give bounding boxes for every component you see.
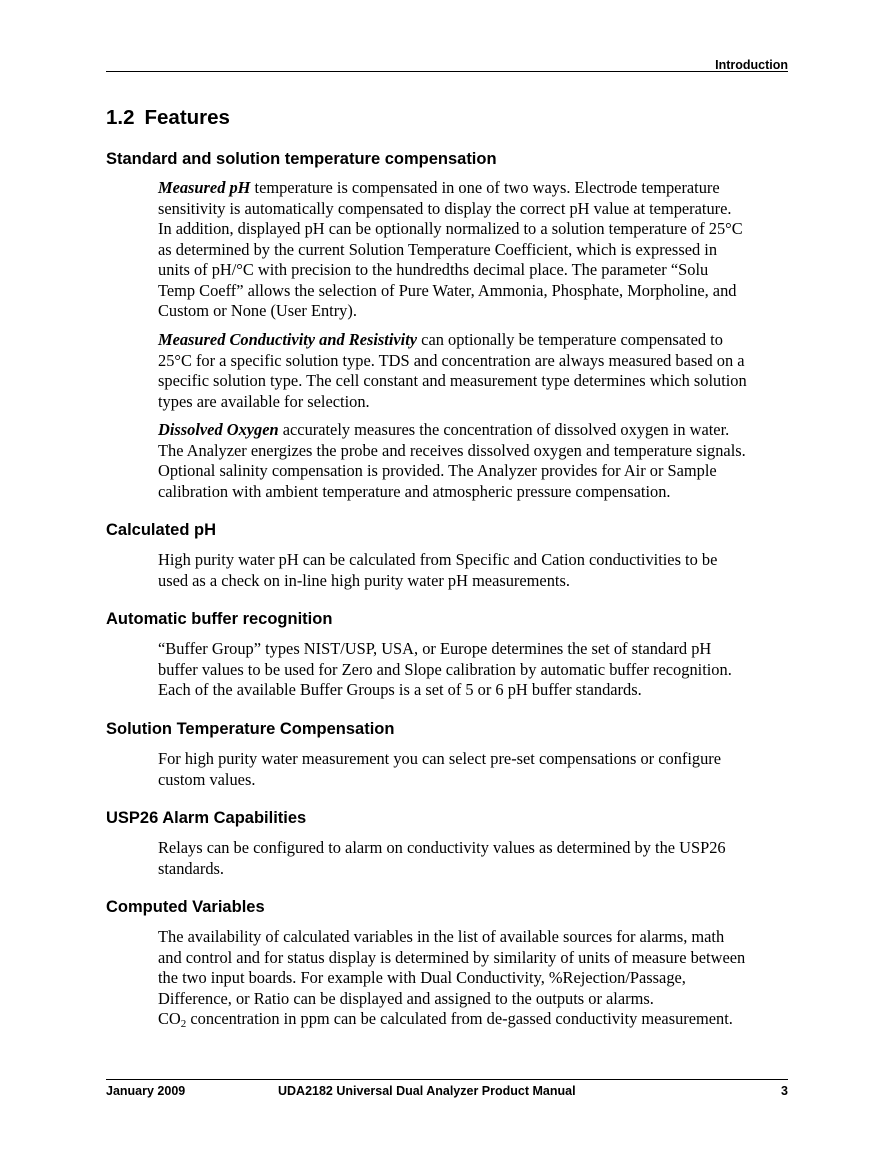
footer-date: January 2009 (106, 1084, 186, 1098)
text-line: Custom or None (User Entry). (158, 301, 357, 320)
footer-manual-title: UDA2182 Universal Dual Analyzer Product Manual (278, 1084, 576, 1098)
text-line: 25°C for a specific solution type. TDS and concentration are always measured based on a (158, 350, 745, 370)
text-line: Relays can be configured to alarm on conductivity values as determined by the USP26 (158, 838, 726, 857)
text-line: Dissolved Oxygen accurately measures the concentration of dissolved oxygen in water. (158, 420, 730, 439)
lead-term: Dissolved Oxygen (158, 420, 279, 439)
text-line: High purity water pH can be calculated from Specific and Cation conductivities to be (158, 550, 718, 569)
paragraph-solution-temp-compensation (158, 749, 792, 790)
text-line: For high purity water measurement you can select pre-set compensations or configure (158, 749, 722, 768)
paragraph-computed-variables (158, 927, 792, 1030)
paragraph-dissolved-oxygen (158, 420, 792, 502)
text-line: buffer values to be used for Zero and Slope calibration by automatic buffer recognition. (158, 659, 732, 679)
subsection-heading-solution-temp-compensation: Solution Temperature Compensation (106, 720, 395, 738)
text-line: Optional salinity compensation is provided. The Analyzer provides for Air or Sample (158, 461, 717, 480)
text-line: the two input boards. For example with Dual Conductivity, %Rejection/Passage, (158, 968, 686, 987)
text-line: Difference, or Ratio can be displayed and assigned to the outputs or alarms. (158, 988, 654, 1008)
footer-divider (106, 1079, 788, 1080)
co2-text-line: $CO_2$ concentration in ppm can be calculated from de-gassed conductivity measurement. (158, 1009, 733, 1030)
running-header: Introduction (715, 58, 788, 72)
text-line: types are available for selection. (158, 391, 370, 411)
text-line: specific solution type. The cell constant and measurement type determines which solution (158, 371, 747, 390)
text-line: units of pH/°C with precision to the hundredths decimal place. The parameter “Solu (158, 260, 709, 279)
text-line: Each of the available Buffer Groups is a set of 5 or 6 pH buffer standards. (158, 680, 642, 699)
lead-term: Measured pH (158, 178, 251, 197)
text-line: “Buffer Group” types NIST/USP, USA, or Europe determines the set of standard pH (158, 639, 712, 658)
text-line: Measured pH temperature is compensated in one of two ways. Electrode temperature (158, 178, 720, 197)
text-line: used as a check on in-line high purity water pH measurements. (158, 570, 570, 590)
paragraph-measured-ph (158, 178, 792, 322)
text-line: In addition, displayed pH can be optionally normalized to a solution temperature of 25°C (158, 219, 743, 238)
paragraph-measured-conductivity (158, 330, 792, 412)
subsection-heading-calculated-ph: Calculated pH (106, 521, 217, 539)
header-divider (106, 71, 788, 72)
paragraph-usp26-alarm (158, 838, 792, 879)
subsection-heading-temperature-compensation: Standard and solution temperature compensation (106, 150, 497, 168)
text-line: The Analyzer energizes the probe and receives dissolved oxygen and temperature signals. (158, 440, 746, 460)
text-line: sensitivity is automatically compensated to display the correct pH value at temperature. (158, 198, 732, 218)
text-line: and control and for status display is determined by similarity of units of measure between (158, 947, 746, 967)
text-line: The availability of calculated variables in the list of available sources for alarms, math (158, 927, 725, 946)
paragraph-buffer-recognition (158, 639, 792, 701)
text-line: standards. (158, 858, 225, 878)
text-line: as determined by the current Solution Temperature Coefficient, which is expressed in (158, 239, 718, 259)
text-line: Temp Coeff” allows the selection of Pure Water, Ammonia, Phosphate, Morpholine, and (158, 280, 737, 300)
text-line: calibration with ambient temperature and atmospheric pressure compensation. (158, 481, 671, 501)
paragraph-calculated-ph (158, 550, 792, 591)
text-line: Measured Conductivity and Resistivity can optionally be temperature compensated to (158, 330, 723, 349)
section-title (106, 106, 230, 130)
subsection-heading-usp26-alarm: USP26 Alarm Capabilities (106, 809, 307, 827)
co2-subscript: 2 (180, 1018, 187, 1030)
subsection-heading-buffer-recognition: Automatic buffer recognition (106, 610, 333, 628)
subsection-heading-computed-variables: Computed Variables (106, 898, 265, 916)
footer-page-number: 3 (781, 1084, 788, 1098)
text-line: custom values. (158, 769, 256, 789)
section-title-text: Features (144, 106, 230, 129)
lead-term: Measured Conductivity and Resistivity (158, 330, 418, 349)
section-number: 1.2 (106, 106, 135, 129)
